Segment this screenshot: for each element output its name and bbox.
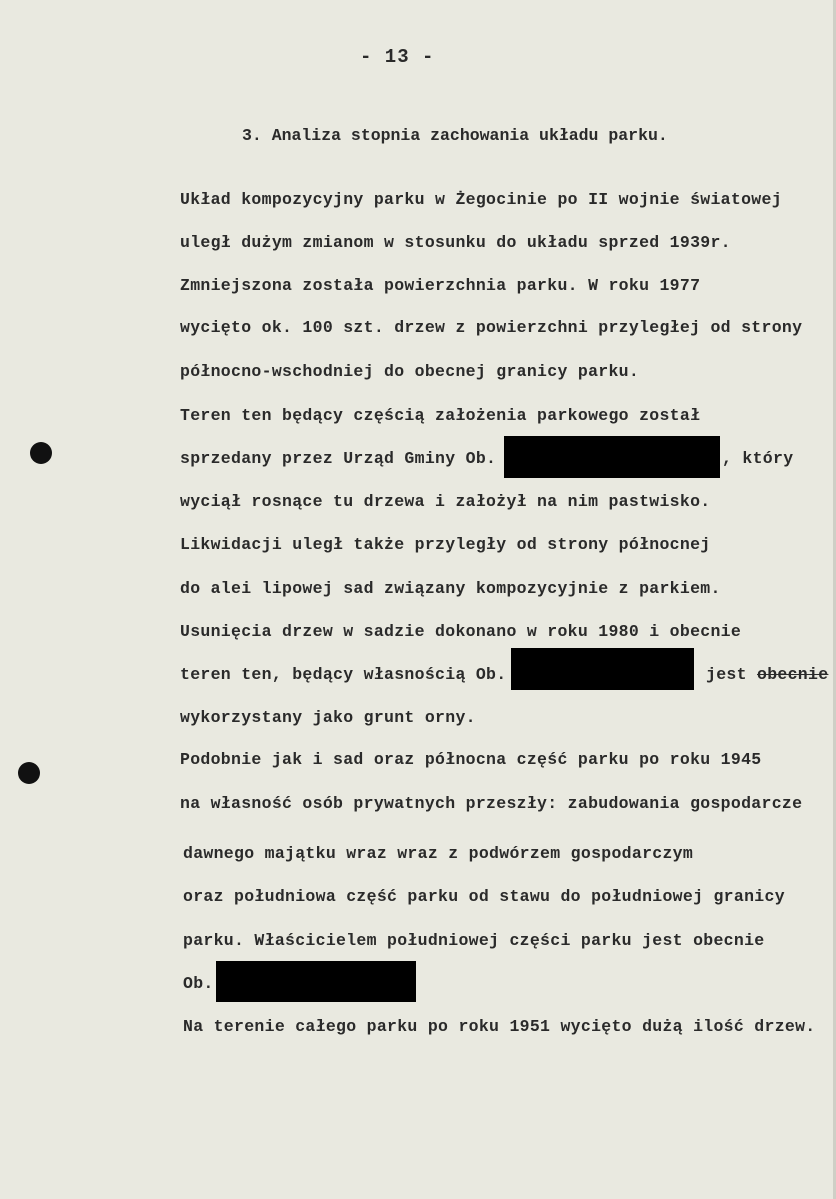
body-line: sprzedany przez Urząd Gminy Ob.: [180, 449, 497, 468]
redaction-block: [511, 648, 694, 690]
body-line: na własność osób prywatnych przeszły: zabudowania gospodarcze: [180, 794, 803, 813]
punch-hole-top: [30, 442, 52, 464]
body-line: uległ dużym zmianom w stosunku do układu sprzed 1939r.: [180, 233, 731, 252]
body-line: Teren ten będący częścią założenia parkowego został: [180, 406, 701, 425]
body-line: wycięto ok. 100 szt. drzew z powierzchni przyległej od strony: [180, 318, 803, 337]
body-line: Ob.: [183, 974, 214, 993]
body-line: Układ kompozycyjny parku w Żegocinie po II wojnie światowej: [180, 190, 782, 209]
struck-through-word: obecnie: [757, 665, 829, 684]
body-line: wyciął rosnące tu drzewa i założył na nim pastwisko.: [180, 492, 711, 511]
body-line: do alei lipowej sad związany kompozycyjnie z parkiem.: [180, 579, 721, 598]
punch-hole-bottom: [18, 762, 40, 784]
body-line: północno-wschodniej do obecnej granicy parku.: [180, 362, 640, 381]
redaction-block: [216, 961, 416, 1002]
body-line: Likwidacji uległ także przyległy od strony północnej: [180, 535, 711, 554]
body-line: parku. Właścicielem południowej części parku jest obecnie: [183, 931, 765, 950]
body-line: dawnego majątku wraz wraz z podwórzem gospodarczym: [183, 844, 694, 863]
body-line: Zmniejszona została powierzchnia parku. W roku 1977: [180, 276, 701, 295]
body-line: oraz południowa część parku od stawu do południowej granicy: [183, 887, 785, 906]
body-line: Na terenie całego parku po roku 1951 wycięto dużą ilość drzew.: [183, 1017, 816, 1036]
body-line: , który: [722, 449, 794, 468]
body-line: teren ten, będący własnością Ob.: [180, 665, 507, 684]
body-line: wykorzystany jako grunt orny.: [180, 708, 476, 727]
redaction-block: [504, 436, 720, 478]
body-line: jest: [706, 665, 747, 684]
section-heading: 3. Analiza stopnia zachowania układu parku.: [242, 126, 668, 145]
body-line: Usunięcia drzew w sadzie dokonano w roku 1980 i obecnie: [180, 622, 742, 641]
page-number: - 13 -: [360, 46, 435, 68]
body-line: Podobnie jak i sad oraz północna część parku po roku 1945: [180, 750, 762, 769]
